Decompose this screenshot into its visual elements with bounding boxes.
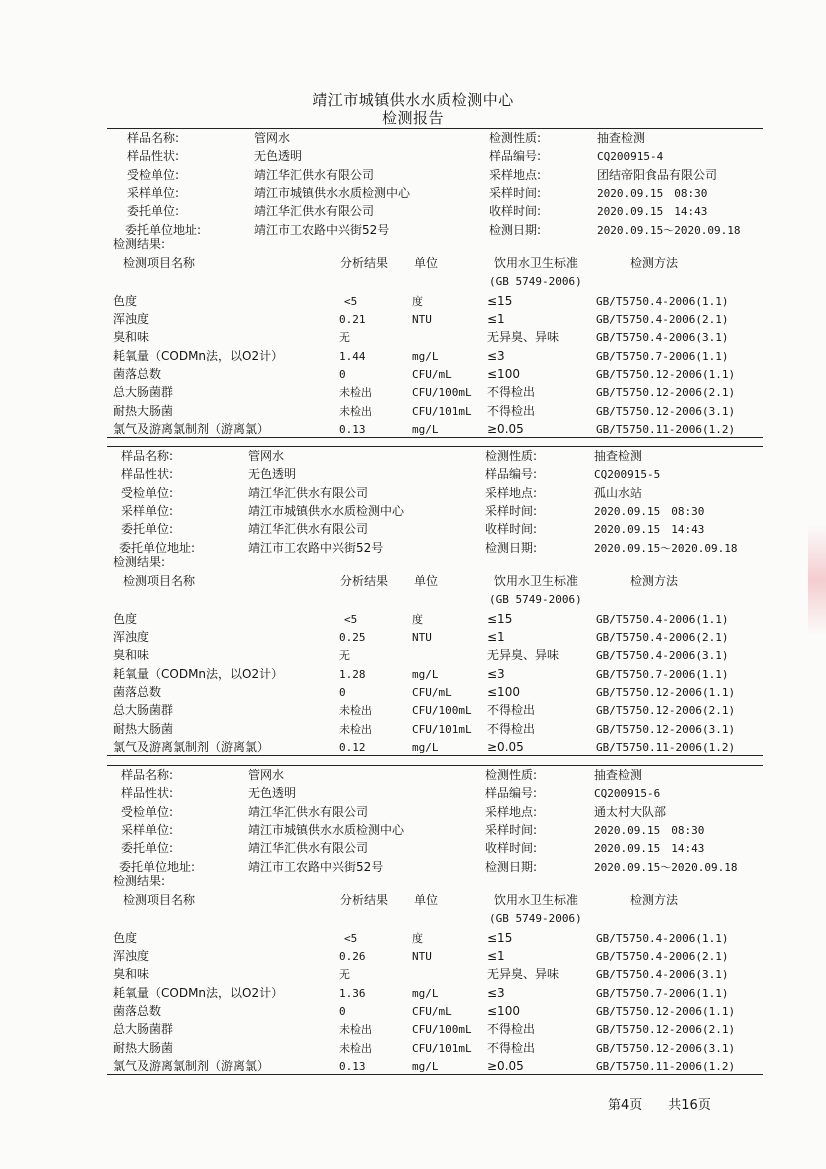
result-item-name: 总大肠菌群 <box>113 703 174 718</box>
result-value: 1.36 <box>339 986 366 1000</box>
result-standard: ≤1 <box>487 312 505 327</box>
result-method: GB/T5750.12-2006(2.1) <box>596 386 736 400</box>
page-number: 第4页 共16页 <box>608 1098 711 1113</box>
result-standard: ≤15 <box>487 611 513 626</box>
result-method: GB/T5750.12-2006(1.1) <box>596 686 736 699</box>
result-value: 0.25 <box>339 631 366 645</box>
result-item-name: 菌落总数 <box>113 1004 162 1018</box>
result-standard: ≤1 <box>487 949 505 964</box>
result-unit: 度 <box>412 612 423 626</box>
result-unit: CFU/101mL <box>412 722 472 736</box>
result-method: GB/T5750.12-2006(2.1) <box>596 704 736 718</box>
col-header-unit: 单位 <box>414 255 439 270</box>
result-value: 1.44 <box>339 349 366 363</box>
report-title: 检测报告 <box>381 109 444 127</box>
col-header-item: 检测项目名称 <box>123 892 196 907</box>
result-method: GB/T5750.7-2006(1.1) <box>596 349 729 363</box>
result-standard: ≤15 <box>487 293 513 308</box>
result-unit: mg/L <box>412 349 439 363</box>
result-value: 0 <box>339 368 346 381</box>
meta-label-sampling-time: 采样时间: <box>485 503 538 518</box>
result-standard: 不得检出 <box>487 703 536 718</box>
result-value: 0 <box>339 686 346 699</box>
result-standard: 不得检出 <box>487 403 536 418</box>
seal-edge-mark <box>808 525 826 635</box>
result-value: 无 <box>339 649 350 663</box>
meta-label-sample-property: 样品性状: <box>127 149 180 164</box>
result-unit: CFU/100mL <box>412 704 472 718</box>
result-item-name: 浑浊度 <box>113 630 150 645</box>
meta-value-test-date: 2020.09.15～2020.09.18 <box>594 860 738 874</box>
result-value: 未检出 <box>339 1023 372 1037</box>
result-unit: 度 <box>412 294 423 308</box>
result-value: 无 <box>339 331 350 345</box>
result-value: <5 <box>344 931 358 945</box>
result-method: GB/T5750.4-2006(1.1) <box>596 294 729 308</box>
meta-value-test-date: 2020.09.15～2020.09.18 <box>594 541 738 555</box>
meta-value-sample-name: 管网水 <box>248 768 285 782</box>
section-divider <box>107 765 763 766</box>
meta-label-sampling-unit: 采样单位: <box>127 185 180 200</box>
meta-label-sampling-site: 采样地点: <box>489 167 542 182</box>
meta-value-test-nature: 抽查检测 <box>597 131 646 145</box>
meta-label-sampling-unit: 采样单位: <box>121 822 174 837</box>
results-heading: 检测结果: <box>113 236 166 251</box>
results-heading: 检测结果: <box>113 554 166 569</box>
col-header-standard: 饮用水卫生标准 <box>494 892 579 907</box>
meta-value-client-address: 靖江市工农路中兴街52号 <box>248 540 384 555</box>
result-item-name: 菌落总数 <box>113 367 162 381</box>
result-method: GB/T5750.4-2006(3.1) <box>596 331 729 345</box>
result-standard: ≤15 <box>487 930 513 945</box>
result-unit: mg/L <box>412 986 439 1000</box>
meta-value-test-date: 2020.09.15～2020.09.18 <box>597 223 741 237</box>
meta-label-client-unit: 委托单位: <box>121 522 174 537</box>
meta-value-sample-name: 管网水 <box>248 449 285 463</box>
result-method: GB/T5750.4-2006(1.1) <box>596 931 729 945</box>
result-standard: ≤100 <box>487 367 520 381</box>
result-value: 未检出 <box>339 722 372 736</box>
meta-value-sample-number: CQ200915-6 <box>594 787 661 801</box>
result-unit: mg/L <box>412 667 439 681</box>
result-value: 未检出 <box>339 386 372 400</box>
result-item-name: 耗氧量（CODMn法，以O2计） <box>113 985 284 1000</box>
meta-value-sample-property: 无色透明 <box>254 149 303 164</box>
section-divider <box>107 755 763 756</box>
meta-label-test-nature: 检测性质: <box>485 768 538 782</box>
meta-value-receive-time: 2020.09.15 14:43 <box>594 523 705 537</box>
meta-label-sample-number: 样品编号: <box>485 467 538 482</box>
section-divider <box>107 437 763 438</box>
result-value: 0.21 <box>339 313 366 327</box>
result-standard: 无异臭、异味 <box>487 330 560 345</box>
col-header-standard-code: (GB 5749-2006) <box>489 274 582 288</box>
meta-value-sample-property: 无色透明 <box>248 786 297 801</box>
result-method: GB/T5750.12-2006(3.1) <box>596 722 736 736</box>
col-header-unit: 单位 <box>414 573 439 588</box>
meta-value-sampling-unit: 靖江市城镇供水水质检测中心 <box>248 503 405 518</box>
result-unit: CFU/101mL <box>412 404 472 418</box>
result-standard: 不得检出 <box>487 721 536 736</box>
result-unit: CFU/mL <box>412 1005 452 1018</box>
col-header-result: 分析结果 <box>340 255 389 270</box>
result-method: GB/T5750.11-2006(1.2) <box>596 740 736 754</box>
result-item-name: 色度 <box>113 611 138 626</box>
result-item-name: 耐热大肠菌 <box>113 1040 174 1055</box>
result-value: 无 <box>339 968 350 982</box>
result-item-name: 臭和味 <box>113 330 150 345</box>
results-heading: 检测结果: <box>113 873 166 888</box>
meta-value-inspected-unit: 靖江华汇供水有限公司 <box>254 167 375 182</box>
result-item-name: 氯气及游离氯制剂（游离氯） <box>113 1058 270 1073</box>
col-header-item: 检测项目名称 <box>123 573 196 588</box>
meta-value-client-unit: 靖江华汇供水有限公司 <box>254 204 375 219</box>
meta-label-sampling-time: 采样时间: <box>485 822 538 837</box>
result-value: <5 <box>344 612 358 626</box>
meta-value-receive-time: 2020.09.15 14:43 <box>594 842 705 856</box>
col-header-unit: 单位 <box>414 892 439 907</box>
meta-value-inspected-unit: 靖江华汇供水有限公司 <box>248 804 369 819</box>
meta-label-sample-number: 样品编号: <box>485 786 538 801</box>
meta-label-test-nature: 检测性质: <box>485 449 538 463</box>
result-standard: ≤3 <box>487 348 505 363</box>
result-standard: ≤3 <box>487 666 505 681</box>
result-item-name: 耐热大肠菌 <box>113 721 174 736</box>
report-org-title: 靖江市城镇供水水质检测中心 <box>312 91 514 109</box>
result-unit: NTU <box>412 631 432 645</box>
result-item-name: 耗氧量（CODMn法，以O2计） <box>113 666 284 681</box>
meta-label-sample-name: 样品名称: <box>121 768 174 782</box>
result-standard: ≤100 <box>487 1004 520 1018</box>
result-standard: 无异臭、异味 <box>487 967 560 982</box>
result-value: 0.26 <box>339 950 366 964</box>
result-unit: mg/L <box>412 1059 439 1073</box>
meta-label-inspected-unit: 受检单位: <box>127 167 180 182</box>
result-value: 0 <box>339 1005 346 1018</box>
meta-label-sampling-unit: 采样单位: <box>121 503 174 518</box>
meta-label-test-date: 检测日期: <box>485 859 538 874</box>
meta-value-sample-number: CQ200915-4 <box>597 150 664 164</box>
col-header-standard-code: (GB 5749-2006) <box>489 592 582 606</box>
result-value: 未检出 <box>339 704 372 718</box>
result-unit: NTU <box>412 313 432 327</box>
meta-label-sampling-time: 采样时间: <box>489 185 542 200</box>
result-method: GB/T5750.7-2006(1.1) <box>596 667 729 681</box>
meta-value-sample-name: 管网水 <box>254 131 291 145</box>
result-value: <5 <box>344 294 358 308</box>
result-item-name: 浑浊度 <box>113 949 150 964</box>
result-standard: ≥0.05 <box>487 421 524 436</box>
meta-value-test-nature: 抽查检测 <box>594 768 643 782</box>
result-item-name: 色度 <box>113 930 138 945</box>
result-value: 1.28 <box>339 667 366 681</box>
meta-label-inspected-unit: 受检单位: <box>121 804 174 819</box>
result-unit: CFU/100mL <box>412 386 472 400</box>
meta-label-test-date: 检测日期: <box>489 222 542 237</box>
result-method: GB/T5750.4-2006(2.1) <box>596 313 729 327</box>
meta-value-sampling-time: 2020.09.15 08:30 <box>594 504 705 518</box>
col-header-method: 检测方法 <box>630 573 679 588</box>
meta-label-receive-time: 收样时间: <box>485 522 538 537</box>
result-item-name: 浑浊度 <box>113 312 150 327</box>
result-method: GB/T5750.4-2006(2.1) <box>596 950 729 964</box>
section-divider <box>107 128 763 129</box>
col-header-method: 检测方法 <box>630 255 679 270</box>
result-unit: CFU/100mL <box>412 1023 472 1037</box>
result-unit: CFU/mL <box>412 368 452 381</box>
meta-label-sample-property: 样品性状: <box>121 467 174 482</box>
result-method: GB/T5750.12-2006(3.1) <box>596 1041 736 1055</box>
result-method: GB/T5750.12-2006(1.1) <box>596 1005 736 1018</box>
meta-label-client-address: 委托单位地址: <box>119 859 196 874</box>
meta-label-sample-property: 样品性状: <box>121 786 174 801</box>
meta-value-receive-time: 2020.09.15 14:43 <box>597 205 708 219</box>
result-method: GB/T5750.11-2006(1.2) <box>596 1059 736 1073</box>
result-method: GB/T5750.12-2006(2.1) <box>596 1023 736 1037</box>
meta-label-sample-number: 样品编号: <box>489 149 542 164</box>
result-standard: ≤1 <box>487 630 505 645</box>
result-item-name: 耗氧量（CODMn法，以O2计） <box>113 348 284 363</box>
result-item-name: 氯气及游离氯制剂（游离氯） <box>113 421 270 436</box>
result-value: 0.13 <box>339 1059 366 1073</box>
result-standard: 不得检出 <box>487 1022 536 1037</box>
result-method: GB/T5750.4-2006(2.1) <box>596 631 729 645</box>
result-method: GB/T5750.7-2006(1.1) <box>596 986 729 1000</box>
result-value: 未检出 <box>339 404 372 418</box>
col-header-item: 检测项目名称 <box>123 255 196 270</box>
result-method: GB/T5750.11-2006(1.2) <box>596 422 736 436</box>
meta-label-client-unit: 委托单位: <box>121 841 174 856</box>
result-method: GB/T5750.12-2006(1.1) <box>596 368 736 381</box>
result-method: GB/T5750.4-2006(3.1) <box>596 968 729 982</box>
col-header-standard: 饮用水卫生标准 <box>494 255 579 270</box>
meta-value-sampling-unit: 靖江市城镇供水水质检测中心 <box>254 185 411 200</box>
col-header-standard: 饮用水卫生标准 <box>494 573 579 588</box>
result-value: 0.12 <box>339 740 366 754</box>
result-standard: 无异臭、异味 <box>487 648 560 663</box>
meta-label-sampling-site: 采样地点: <box>485 804 538 819</box>
meta-value-sampling-site: 团结帝阳食品有限公司 <box>597 167 718 182</box>
meta-value-inspected-unit: 靖江华汇供水有限公司 <box>248 485 369 500</box>
meta-label-sampling-site: 采样地点: <box>485 485 538 500</box>
result-standard: ≤3 <box>487 985 505 1000</box>
meta-label-inspected-unit: 受检单位: <box>121 485 174 500</box>
meta-label-receive-time: 收样时间: <box>485 841 538 856</box>
meta-value-client-address: 靖江市工农路中兴街52号 <box>248 859 384 874</box>
section-divider <box>107 446 763 447</box>
result-standard: ≥0.05 <box>487 1058 524 1073</box>
meta-label-sample-name: 样品名称: <box>121 449 174 463</box>
meta-label-test-nature: 检测性质: <box>489 131 542 145</box>
result-item-name: 氯气及游离氯制剂（游离氯） <box>113 739 270 754</box>
meta-label-client-unit: 委托单位: <box>127 204 180 219</box>
meta-value-sampling-time: 2020.09.15 08:30 <box>597 186 708 200</box>
result-unit: mg/L <box>412 422 439 436</box>
meta-label-client-address: 委托单位地址: <box>125 222 202 237</box>
meta-value-client-unit: 靖江华汇供水有限公司 <box>248 522 369 537</box>
result-item-name: 总大肠菌群 <box>113 385 174 400</box>
meta-value-sampling-site: 孤山水站 <box>594 485 643 500</box>
section-divider <box>107 1074 763 1075</box>
meta-value-test-nature: 抽查检测 <box>594 449 643 463</box>
result-value: 0.13 <box>339 422 366 436</box>
result-item-name: 臭和味 <box>113 967 150 982</box>
result-standard: 不得检出 <box>487 385 536 400</box>
meta-label-receive-time: 收样时间: <box>489 204 542 219</box>
result-unit: 度 <box>412 931 423 945</box>
meta-value-client-unit: 靖江华汇供水有限公司 <box>248 841 369 856</box>
meta-value-client-address: 靖江市工农路中兴街52号 <box>254 222 390 237</box>
result-unit: CFU/mL <box>412 686 452 699</box>
result-unit: CFU/101mL <box>412 1041 472 1055</box>
result-item-name: 菌落总数 <box>113 685 162 699</box>
meta-value-sampling-time: 2020.09.15 08:30 <box>594 823 705 837</box>
result-item-name: 耐热大肠菌 <box>113 403 174 418</box>
result-item-name: 总大肠菌群 <box>113 1022 174 1037</box>
result-unit: mg/L <box>412 740 439 754</box>
meta-value-sampling-site: 通太村大队部 <box>594 804 667 819</box>
result-method: GB/T5750.12-2006(3.1) <box>596 404 736 418</box>
meta-label-sample-name: 样品名称: <box>127 131 180 145</box>
meta-value-sample-number: CQ200915-5 <box>594 468 661 482</box>
result-method: GB/T5750.4-2006(1.1) <box>596 612 729 626</box>
col-header-standard-code: (GB 5749-2006) <box>489 911 582 925</box>
result-standard: 不得检出 <box>487 1040 536 1055</box>
result-standard: ≤100 <box>487 685 520 699</box>
meta-value-sampling-unit: 靖江市城镇供水水质检测中心 <box>248 822 405 837</box>
result-value: 未检出 <box>339 1041 372 1055</box>
result-unit: NTU <box>412 950 432 964</box>
result-method: GB/T5750.4-2006(3.1) <box>596 649 729 663</box>
result-item-name: 色度 <box>113 293 138 308</box>
col-header-method: 检测方法 <box>630 892 679 907</box>
col-header-result: 分析结果 <box>340 573 389 588</box>
col-header-result: 分析结果 <box>340 892 389 907</box>
result-item-name: 臭和味 <box>113 648 150 663</box>
result-standard: ≥0.05 <box>487 739 524 754</box>
meta-value-sample-property: 无色透明 <box>248 467 297 482</box>
meta-label-test-date: 检测日期: <box>485 540 538 555</box>
meta-label-client-address: 委托单位地址: <box>119 540 196 555</box>
